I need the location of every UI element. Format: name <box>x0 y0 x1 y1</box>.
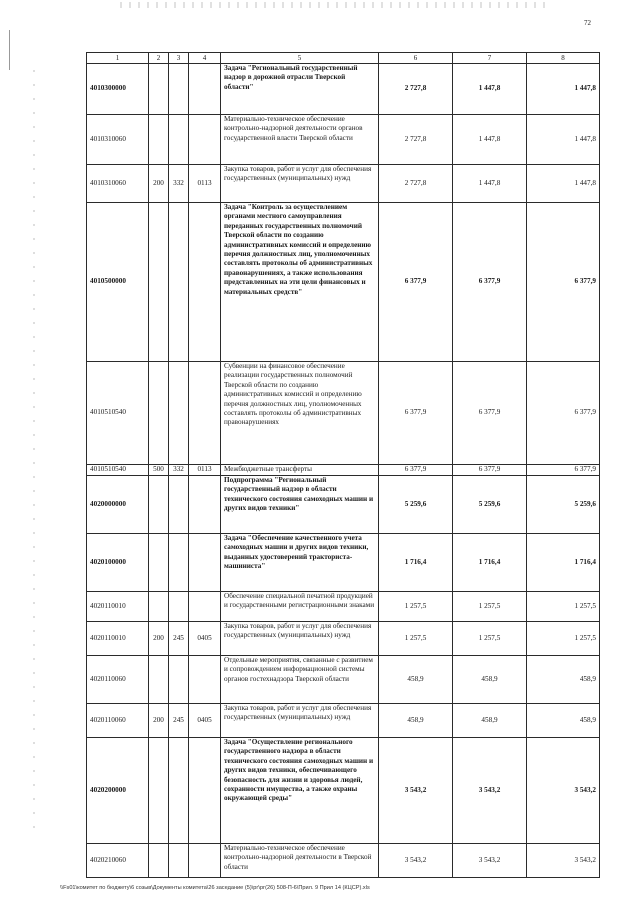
row-name: Задача "Контроль за осуществлением органами местного самоуправления переданных государственных полномочий Тверской области по созданию административных комиссий и определению перечня должностных лиц, уполномоченных составлять протоколы об административных правонарушениях, а также использования представленных на эти цели финансовых и материальных средств" <box>221 203 379 362</box>
row-col4 <box>189 534 221 592</box>
row-col3 <box>169 656 189 704</box>
row-value-6: 458,9 <box>379 656 453 704</box>
row-col4 <box>189 656 221 704</box>
row-value-6: 1 257,5 <box>379 592 453 622</box>
row-value-8: 1 257,5 <box>527 592 600 622</box>
row-value-8: 6 377,9 <box>527 362 600 465</box>
col-header: 5 <box>221 53 379 64</box>
row-value-7: 6 377,9 <box>453 362 527 465</box>
table-row <box>87 203 600 362</box>
row-value-8: 458,9 <box>527 656 600 704</box>
table-row <box>87 738 600 844</box>
row-col4: 0405 <box>189 704 221 738</box>
row-value-7: 1 716,4 <box>453 534 527 592</box>
row-col4 <box>189 362 221 465</box>
table-row <box>87 656 600 704</box>
col-header: 7 <box>453 53 527 64</box>
row-col2: 200 <box>149 622 169 656</box>
row-code: 4010510540 <box>87 362 149 465</box>
page-number: 72 <box>584 19 591 27</box>
row-col2 <box>149 844 169 878</box>
scan-margin-dots <box>33 70 35 830</box>
row-value-8: 5 259,6 <box>527 476 600 534</box>
row-value-6: 6 377,9 <box>379 362 453 465</box>
row-value-8: 1 447,8 <box>527 165 600 203</box>
header-row <box>87 53 600 64</box>
col-header: 4 <box>189 53 221 64</box>
row-name: Закупка товаров, работ и услуг для обеспечения государственных (муниципальных) нужд <box>221 622 379 656</box>
row-value-7: 1 447,8 <box>453 115 527 165</box>
row-col2 <box>149 534 169 592</box>
row-code: 4010510540 <box>87 465 149 476</box>
row-value-6: 6 377,9 <box>379 465 453 476</box>
row-col2 <box>149 115 169 165</box>
row-value-7: 5 259,6 <box>453 476 527 534</box>
row-value-8: 1 447,8 <box>527 115 600 165</box>
row-col2 <box>149 592 169 622</box>
row-value-6: 2 727,8 <box>379 64 453 115</box>
row-code: 4020110010 <box>87 622 149 656</box>
row-code: 4020110010 <box>87 592 149 622</box>
row-value-8: 6 377,9 <box>527 203 600 362</box>
table-row <box>87 465 600 476</box>
scan-noise-top <box>120 2 550 8</box>
row-code: 4010500000 <box>87 203 149 362</box>
scan-margin-rule <box>9 30 10 70</box>
row-col4 <box>189 203 221 362</box>
row-code: 4020000000 <box>87 476 149 534</box>
row-value-6: 458,9 <box>379 704 453 738</box>
row-code: 4010310060 <box>87 165 149 203</box>
row-col2 <box>149 203 169 362</box>
table-row <box>87 64 600 115</box>
col-header: 8 <box>527 53 600 64</box>
table-row <box>87 476 600 534</box>
budget-table <box>86 52 600 878</box>
row-value-8: 1 447,8 <box>527 64 600 115</box>
row-name: Задача "Обеспечение качественного учета самоходных машин и других видов техники, выданных удостоверений тракториста-машиниста" <box>221 534 379 592</box>
row-name: Материально-техническое обеспечение контрольно-надзорной деятельности органов государственной власти Тверской области <box>221 115 379 165</box>
row-code: 4020210060 <box>87 844 149 878</box>
table-row <box>87 622 600 656</box>
row-name: Закупка товаров, работ и услуг для обеспечения государственных (муниципальных) нужд <box>221 165 379 203</box>
row-col4 <box>189 64 221 115</box>
row-value-6: 2 727,8 <box>379 165 453 203</box>
col-header: 1 <box>87 53 149 64</box>
table-row <box>87 165 600 203</box>
row-value-8: 6 377,9 <box>527 465 600 476</box>
row-value-7: 6 377,9 <box>453 465 527 476</box>
row-col3 <box>169 738 189 844</box>
row-value-6: 3 543,2 <box>379 844 453 878</box>
row-code: 4020100000 <box>87 534 149 592</box>
row-name: Задача "Региональный государственный надзор в дорожной отрасли Тверской области" <box>221 64 379 115</box>
row-value-7: 458,9 <box>453 656 527 704</box>
row-value-6: 1 716,4 <box>379 534 453 592</box>
row-value-8: 1 716,4 <box>527 534 600 592</box>
row-value-6: 5 259,6 <box>379 476 453 534</box>
row-col3 <box>169 203 189 362</box>
row-col4: 0405 <box>189 622 221 656</box>
row-code: 4020110060 <box>87 656 149 704</box>
table-row <box>87 704 600 738</box>
row-code: 4020200000 <box>87 738 149 844</box>
row-value-6: 6 377,9 <box>379 203 453 362</box>
row-col3: 332 <box>169 465 189 476</box>
col-header: 3 <box>169 53 189 64</box>
row-value-7: 1 257,5 <box>453 622 527 656</box>
row-col4: 0113 <box>189 165 221 203</box>
row-col4 <box>189 476 221 534</box>
row-name: Подпрограмма "Региональный государственный надзор в области технического состояния самоходных машин и других видов техники" <box>221 476 379 534</box>
row-value-7: 3 543,2 <box>453 844 527 878</box>
row-code: 4010300000 <box>87 64 149 115</box>
row-col3: 245 <box>169 704 189 738</box>
row-col3 <box>169 115 189 165</box>
row-col4 <box>189 844 221 878</box>
row-value-8: 3 543,2 <box>527 844 600 878</box>
row-code: 4020110060 <box>87 704 149 738</box>
row-col2 <box>149 362 169 465</box>
row-name: Межбюджетные трансферты <box>221 465 379 476</box>
row-value-6: 2 727,8 <box>379 115 453 165</box>
col-header: 2 <box>149 53 169 64</box>
row-col4 <box>189 115 221 165</box>
col-header: 6 <box>379 53 453 64</box>
row-name: Субвенции на финансовое обеспечение реализации государственных полномочий Тверской области по созданию административных комиссий и определению перечня должностных лиц, уполномоченных составлять протоколы об административных правонарушениях <box>221 362 379 465</box>
row-value-8: 3 543,2 <box>527 738 600 844</box>
row-code: 4010310060 <box>87 115 149 165</box>
row-col3 <box>169 592 189 622</box>
row-col2: 200 <box>149 165 169 203</box>
row-name: Задача "Осуществление регионального государственного надзора в области технического состояния самоходных машин и других видов техники, обеспечивающего безопасность для жизни и здоровья людей, сохранности имущества, а также охраны окружающей среды" <box>221 738 379 844</box>
row-col3: 332 <box>169 165 189 203</box>
table-row <box>87 115 600 165</box>
row-col3: 245 <box>169 622 189 656</box>
row-name: Обеспечение специальной печатной продукцией и государственными регистрационными знаками <box>221 592 379 622</box>
row-value-8: 458,9 <box>527 704 600 738</box>
row-value-7: 1 447,8 <box>453 64 527 115</box>
row-col2 <box>149 656 169 704</box>
table-row <box>87 534 600 592</box>
row-col2 <box>149 738 169 844</box>
row-value-8: 1 257,5 <box>527 622 600 656</box>
row-name: Закупка товаров, работ и услуг для обеспечения государственных (муниципальных) нужд <box>221 704 379 738</box>
row-value-7: 458,9 <box>453 704 527 738</box>
file-path-footer: \\Fs01\комитет по бюджету\6 созыв\Документы комитета\26 заседание (5)\рг\рг(26) 508-П-6\Прил. 9 Прил 14 (КЦСР).xls <box>60 885 370 891</box>
row-col3 <box>169 476 189 534</box>
row-value-6: 3 543,2 <box>379 738 453 844</box>
row-col2 <box>149 476 169 534</box>
row-col3 <box>169 844 189 878</box>
table-row <box>87 844 600 878</box>
row-col2: 200 <box>149 704 169 738</box>
row-col4 <box>189 738 221 844</box>
row-col2 <box>149 64 169 115</box>
row-value-7: 1 257,5 <box>453 592 527 622</box>
row-col3 <box>169 362 189 465</box>
table-row <box>87 592 600 622</box>
row-name: Отдельные мероприятия, связанные с развитием и сопровождением информационной системы органов гостехнадзора Тверской области <box>221 656 379 704</box>
row-col3 <box>169 64 189 115</box>
row-value-7: 3 543,2 <box>453 738 527 844</box>
row-col4 <box>189 592 221 622</box>
row-col3 <box>169 534 189 592</box>
row-col2: 500 <box>149 465 169 476</box>
row-value-7: 6 377,9 <box>453 203 527 362</box>
table-row <box>87 362 600 465</box>
row-value-6: 1 257,5 <box>379 622 453 656</box>
row-value-7: 1 447,8 <box>453 165 527 203</box>
row-name: Материально-техническое обеспечение контрольно-надзорной деятельности в Тверской области <box>221 844 379 878</box>
row-col4: 0113 <box>189 465 221 476</box>
